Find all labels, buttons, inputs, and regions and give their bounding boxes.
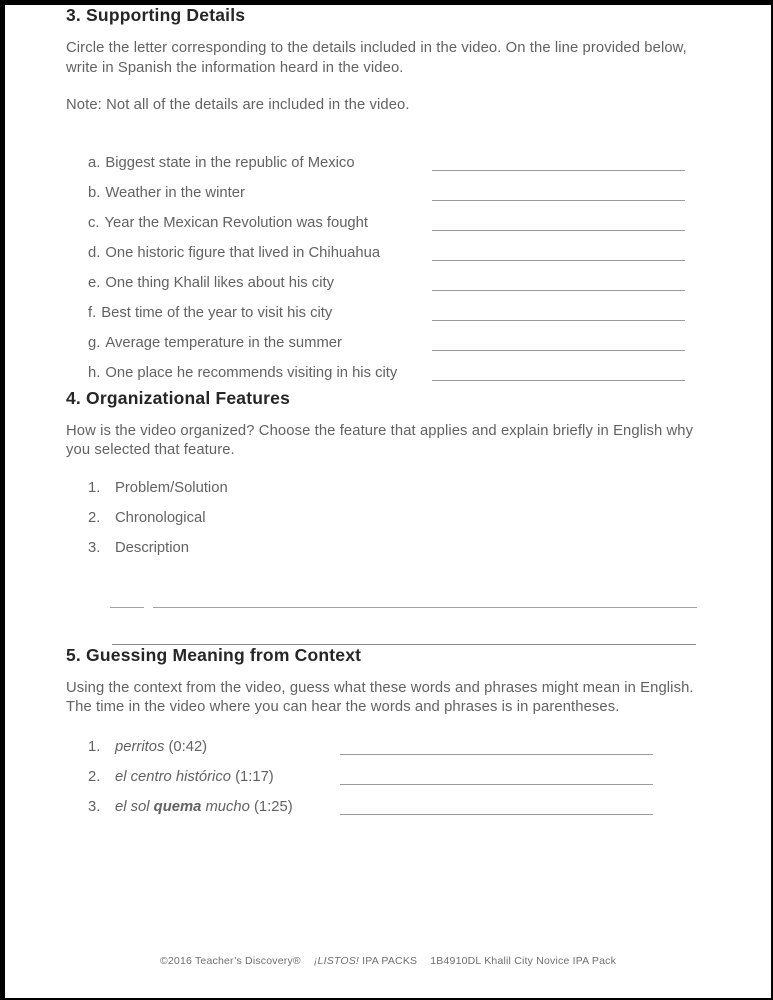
answer-blank-line [340, 754, 653, 755]
page-footer [5, 955, 771, 967]
detail-text: Average temperature in the summer [105, 334, 342, 351]
detail-letter: h. [88, 364, 101, 381]
answer-blank-line [432, 200, 685, 201]
answer-blank-line [432, 380, 685, 381]
answer-blank-line [432, 320, 685, 321]
guess-number: 2. [88, 768, 101, 785]
answer-blank-line [340, 814, 653, 815]
answer-blank-line [432, 170, 685, 171]
option-row-1 [66, 473, 703, 503]
section-4-answer-area [66, 593, 703, 645]
guess-phrase: el centro histórico (1:17) [115, 768, 274, 785]
choice-blank-line [110, 593, 144, 608]
answer-blank-line [432, 350, 685, 351]
page-content [5, 5, 771, 822]
answer-blank-line [432, 260, 685, 261]
detail-row-e [66, 268, 703, 298]
footer-copyright: ©2016 Teacher’s Discovery® [159, 955, 301, 967]
detail-row-c [66, 208, 703, 238]
section-5-instructions: Using the context from the video, guess what these words and phrases might mean in English. The time in the video where you can hear the words and phrases is in parentheses. [66, 679, 694, 715]
footer-product-code: 1B4910DL Khalil City Novice IPA Pack [430, 955, 617, 967]
detail-row-d [66, 238, 703, 268]
detail-letter: a. [88, 154, 101, 171]
option-label: Chronological [115, 509, 206, 526]
guess-row-2 [66, 762, 703, 792]
section-3-heading: 3. Supporting Details [66, 5, 246, 25]
guess-timestamp: (1:17) [230, 768, 274, 785]
answer-blank-line [432, 230, 685, 231]
option-label: Description [115, 539, 190, 556]
detail-letter: f. [88, 304, 97, 321]
guess-timestamp: (0:42) [164, 738, 208, 755]
guess-phrase: el sol quema mucho (1:25) [115, 798, 293, 815]
guess-number: 3. [88, 798, 101, 815]
detail-text: One place he recommends visiting in his city [105, 364, 398, 381]
detail-text: Biggest state in the republic of Mexico [105, 154, 355, 171]
organizational-options-list [66, 473, 703, 563]
detail-letter: g. [88, 334, 101, 351]
option-number: 2. [88, 509, 101, 526]
detail-letter: d. [88, 244, 101, 261]
detail-text: Year the Mexican Revolution was fought [104, 214, 369, 231]
option-row-2 [66, 503, 703, 533]
guess-timestamp: (1:25) [249, 798, 293, 815]
detail-text: One historic figure that lived in Chihuahua [105, 244, 381, 261]
detail-text: One thing Khalil likes about his city [105, 274, 334, 291]
section-3-instructions: Circle the letter corresponding to the details included in the video. On the line provided below, write in Spanish the information heard in the video. [66, 40, 687, 76]
guess-phrase: perritos (0:42) [115, 738, 208, 755]
answer-blank-line [432, 290, 685, 291]
section-4-instructions: How is the video organized? Choose the feature that applies and explain briefly in English why you selected that feature. [66, 422, 694, 458]
detail-letter: b. [88, 184, 101, 201]
guessing-meaning-list [66, 732, 703, 822]
option-number: 1. [88, 479, 101, 496]
detail-row-f [66, 298, 703, 328]
detail-letter: c. [88, 214, 100, 231]
guess-row-3 [66, 792, 703, 822]
detail-letter: e. [88, 274, 101, 291]
guess-row-1 [66, 732, 703, 762]
explanation-blank-line-2 [112, 630, 696, 645]
option-label: Problem/Solution [115, 479, 228, 496]
detail-row-a [66, 148, 703, 178]
detail-row-g [66, 328, 703, 358]
detail-text: Weather in the winter [105, 184, 245, 201]
detail-row-h [66, 358, 703, 388]
guess-number: 1. [88, 738, 101, 755]
option-row-3 [66, 533, 703, 563]
answer-row-choice [66, 593, 697, 608]
footer-brand: ¡LISTOS! IPA PACKS [313, 955, 418, 967]
answer-blank-line [340, 784, 653, 785]
detail-text: Best time of the year to visit his city [101, 304, 333, 321]
section-5-heading: 5. Guessing Meaning from Context [66, 644, 362, 665]
option-number: 3. [88, 539, 101, 556]
detail-row-b [66, 178, 703, 208]
supporting-details-list [66, 148, 703, 388]
section-3-note: Note: Not all of the details are included in the video. [66, 97, 410, 113]
section-4-heading: 4. Organizational Features [66, 387, 291, 408]
explanation-blank-line [153, 593, 697, 608]
